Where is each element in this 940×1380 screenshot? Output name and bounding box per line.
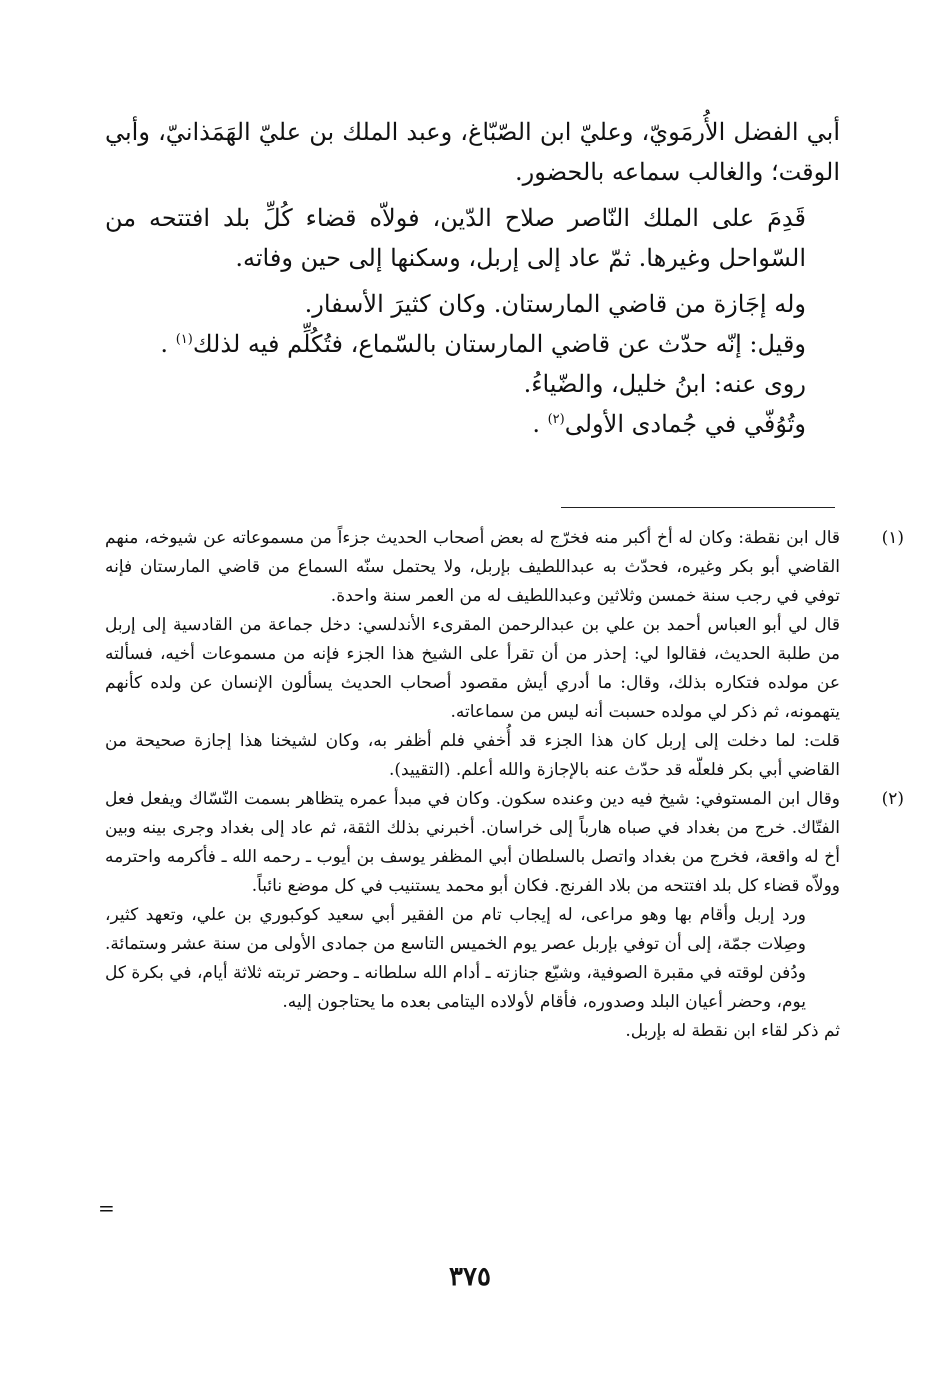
footnote-ref-2: (٢) [547,412,565,427]
main-paragraph-4-text: وقيل: إنّه حدّث عن قاضي المارستان بالسّماع، فتُكُلِّم فيه لذلك [192,330,806,358]
continuation-mark: = [98,1196,115,1220]
footnote-1-mark: (١) [881,528,904,548]
main-paragraph-2: قَدِمَ على الملك النّاصر صلاح الدّين، فولاّه قضاء كُلِّ بلد افتتحه من السّواحل وغيرها. ثمّ عاد إلى إربل، وسكنها إلى حين وفاته. [105,204,806,272]
main-paragraph-3: وله إجَازة من قاضي المارستان. وكان كثيرَ الأسفار. [304,290,806,318]
main-paragraph-4-end: . [160,330,169,358]
footnote-1-para-b: قال لي أبو العباس أحمد بن علي بن عبدالرحمن المقرىء الأندلسي: دخل جماعة من القادسية إلى إربل من طلبة الحديث، فقالوا لي: إحذر من أن تقرأ على الشيخ هذا الجزء فإنه من مسموعات أخيه، فسألته عن مولده فتكاره بذلك، وقال: ما أدري أيش مقصود أصحاب الحديث يسألون الإنسان عن ولده كأنهم يتهمونه، ثم ذكر لي مولده حسبت أنه ليس من سماعاته. [105,615,840,722]
main-text [105,112,840,444]
footnote-separator [561,507,835,508]
main-paragraph-5: روى عنه: ابنُ خليل، والضّياءُ. [523,370,806,398]
page-number: ٣٧٥ [449,1262,491,1292]
main-paragraph-6-text: وتُوُفّي في جُمادى الأولى [564,410,806,438]
footnote-1-para-c: قلت: لما دخلت إلى إربل كان هذا الجزء قد أُخفي فلم أظفر به، وكان لشيخنا هذا إجازة صحيحة من القاضي أبي بكر فلعلّه قد حدّث عنه بالإجازة والله أعلم. (التقييد). [105,731,840,780]
main-paragraph-4 [105,324,840,364]
footnote-1 [105,524,904,785]
main-paragraph-1: أبي الفضل الأُرمَويّ، وعليّ ابن الصّبّاغ، وعبد الملك بن عليّ الهَمَذانيّ، وأبي الوقت؛ والغالب سماعه بالحضور. [105,118,840,186]
footnote-1-para-a: قال ابن نقطة: وكان له أخ أكبر منه فخرّج له بعض أصحاب الحديث جزءاً من مسموعاته عن شيوخه، منهم القاضي أبو بكر وغيره، فحدّث به عبداللطيف بإربل، ولا يحتمل سنّه السماع من قاضي المارستان فإنه توفي في رجب سنة خمسن وثلاثين وعبداللطيف له من العمر سنة واحدة. [105,528,840,606]
footnote-ref-1: (١) [175,332,193,347]
footnote-2-para-a: وقال ابن المستوفي: شيخ فيه دين وعنده سكون. وكان في مبدأ عمره يتظاهر بسمت النّسّاك ويفعل فعل الفتّاك. خرج من بغداد في صباه هارباً إلى خراسان. أخبرني بذلك الثقة، ثم عاد إلى بغداد وجرى بينه وبين أخ له واقعة، فخرج من بغداد واتصل بالسلطان أبي المظفر يوسف بن أيوب ـ رحمه الله ـ فأكرمه واحترمه وولاّه قضاء كل بلد افتتحه من بلاد الفرنج. فكان أبو محمد يستنيب في كل موضع نائباً. [105,789,840,896]
main-paragraph-6 [105,404,840,444]
main-paragraph-6-end: . [532,410,540,438]
footnote-2 [105,785,904,1046]
footnote-2-mark: (٢) [881,789,904,809]
footnote-2-para-b: ورد إربل وأقام بها وهو مراعى، له إيجاب تام من الفقير أبي سعيد كوكبوري بن علي، وتعهد كثير، وصِلات جمّة، إلى أن توفي بإربل عصر يوم الخميس التاسع من جمادى الأولى من سنة عشر وستمائة. ودُفن لوقته في مقبرة الصوفية، وشيّع جنازته ـ أدام الله سلطانه ـ وحضر تربته ثلاثة أيام، في بكرة كل يوم، وحضر أعيان البلد وصدوره، فأقام لأولاده اليتامى بعده ما يحتاجون إليه. [105,905,806,1012]
footnotes [105,524,904,1046]
footnote-2-para-c: ثم ذكر لقاء ابن نقطة له بإربل. [625,1021,840,1041]
